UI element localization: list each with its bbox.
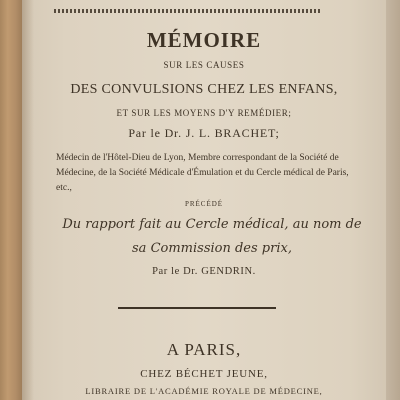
title: MÉMOIRE xyxy=(146,28,262,52)
preceded-label: PRÉCÉDÉ xyxy=(184,200,224,208)
second-author: Par le Dr. GENDRIN. xyxy=(152,266,256,277)
page-edge xyxy=(386,0,400,400)
report-text: Du rapport fait au Cercle médical, au nom de sa Commission des prix, xyxy=(62,217,362,256)
main-title: DES CONVULSIONS CHEZ LES ENFANS, xyxy=(70,82,338,97)
title-page xyxy=(22,0,386,400)
author-line: Par le Dr. J. L. BRACHET; xyxy=(128,126,280,140)
top-ornament-rule xyxy=(54,9,320,13)
book-binding xyxy=(0,0,22,400)
publisher: CHEZ BÉCHET JEUNE, xyxy=(140,368,268,380)
city: A PARIS, xyxy=(166,340,242,359)
subtitle-2: ET SUR LES MOYENS D'Y REMÉDIER; xyxy=(116,108,292,118)
divider-rule xyxy=(118,307,276,309)
publisher-detail: LIBRAIRE DE L'ACADÉMIE ROYALE DE MÉDECINE, xyxy=(85,386,323,396)
author-qualifications: Médecin de l'Hôtel-Dieu de Lyon, Membre correspondant de la Société de Médecine, de la Société Médicale d'Émulation et du Cercle médical de Paris, etc., xyxy=(56,153,349,193)
subtitle-1: SUR LES CAUSES xyxy=(163,60,245,70)
